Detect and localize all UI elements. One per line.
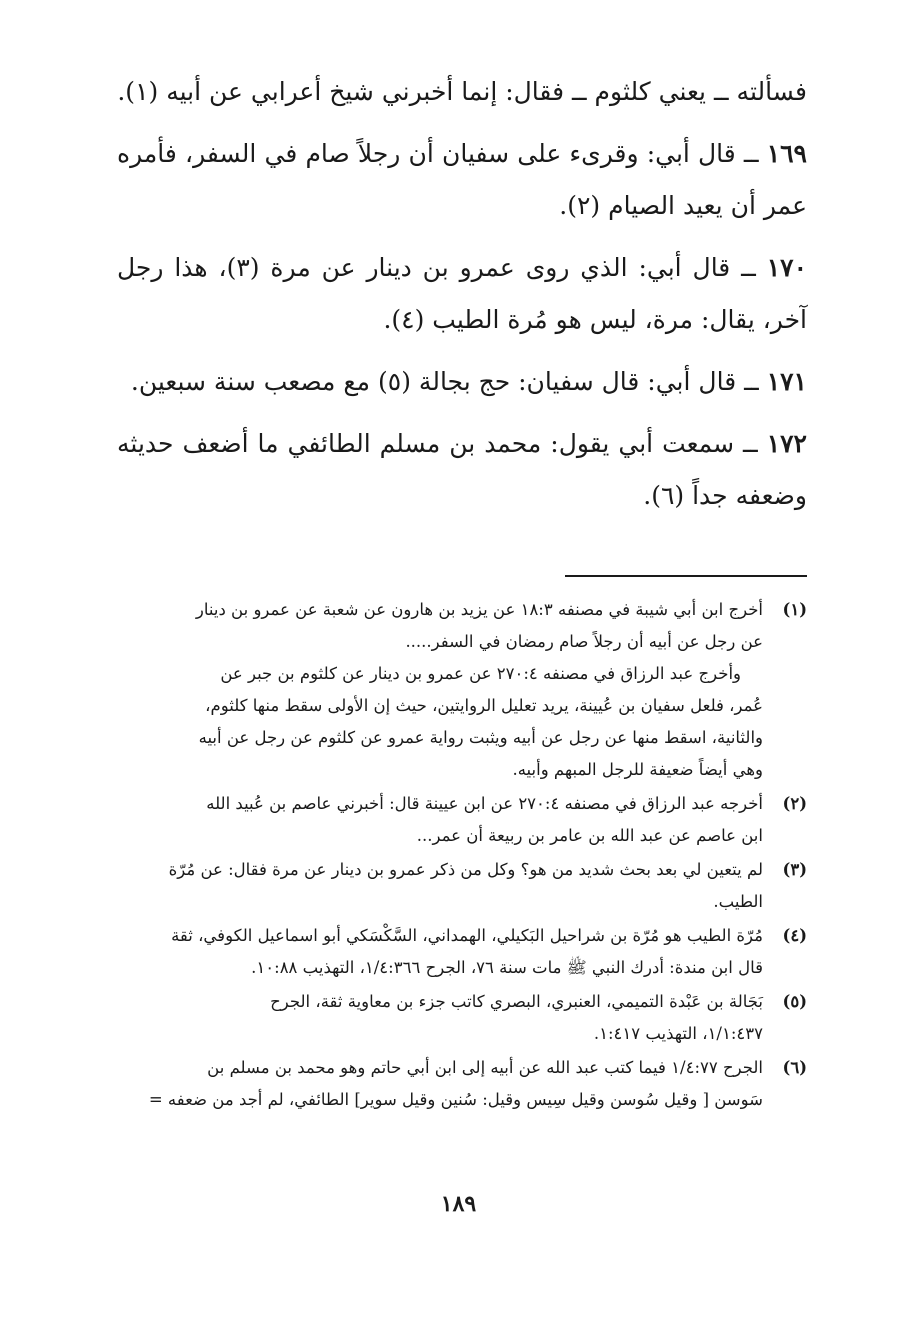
footnote-1: [117, 594, 807, 786]
paragraph-number: ١٧٢: [766, 429, 807, 458]
footnote-line: الجرح ١/٤:٧٧ فيما كتب عبد الله عن أبيه إلى ابن أبي حاتم وهو محمد بن مسلم بن: [207, 1058, 763, 1077]
paragraph-number: ١٧٠: [766, 253, 808, 282]
footnote-line: سَوسن [ وقيل سُوسن وقيل سِيس وقيل: سُنين وقيل سوير] الطائفي، لم أجد من ضعفه =: [148, 1090, 763, 1109]
footnote-line: عن رجل عن أبيه أن رجلاً صام رمضان في السفر.....: [405, 632, 763, 651]
page-number: ١٨٩: [440, 1191, 477, 1217]
paragraph-171: [117, 356, 807, 408]
footnote-body: [117, 594, 763, 786]
footnote-2: [117, 788, 807, 852]
footnote-line: ١/١:٤٣٧، التهذيب ١:٤١٧.: [593, 1024, 763, 1043]
footnote-number: (١): [782, 600, 807, 619]
footnote-line: مُرّة الطيب هو مُرّة بن شراحيل البَكيلي، الهمداني، السَّكْسَكي أبو اسماعيل الكوفي، ثقة: [171, 926, 763, 945]
paragraph-172: [117, 418, 807, 522]
paragraph-170: [117, 242, 807, 346]
footnote-line: قال ابن مندة: أدرك النبي ﷺ مات سنة ٧٦، الجرح ١/٤:٣٦٦، التهذيب ١٠:٨٨.: [251, 958, 763, 977]
footnote-3: [117, 854, 807, 918]
footnote-line: والثانية، اسقط منها عن رجل عن أبيه ويثبت رواية عمرو عن كلثوم عن رجل عن أبيه: [198, 728, 763, 747]
footnote-line: أخرج ابن أبي شيبة في مصنفه ١٨:٣ عن يزيد بن هارون عن شعبة عن عمرو بن دينار: [195, 600, 763, 619]
footnote-line: ابن عاصم عن عبد الله بن عامر بن ربيعة أن عمر...: [416, 826, 763, 845]
footnotes: [117, 594, 807, 1118]
footnote-4: [117, 920, 807, 984]
footnote-6: [117, 1052, 807, 1116]
footnote-number: (٤): [782, 926, 807, 945]
footnote-body: [117, 788, 763, 852]
footnote-line: بَجَالة بن عَبْدة التميمي، العنبري، البصري كاتب جزء بن معاوية ثقة، الجرح: [270, 992, 763, 1011]
paragraph-text: فسألته ــ يعني كلثوم ــ فقال: إنما أخبرني شيخ أعرابي عن أبيه (١).: [117, 77, 807, 106]
footnote-number: (٣): [782, 860, 807, 879]
footnote-line: وهي أيضاً ضعيفة للرجل المبهم وأبيه.: [512, 760, 763, 779]
footnote-line: لم يتعين لي بعد بحث شديد من هو؟ وكل من ذكر عمرو بن دينار عن مرة فقال: عن مُرّة: [168, 860, 763, 879]
paragraph-number: ١٦٩: [766, 139, 807, 168]
paragraph-169: [117, 128, 807, 232]
paragraph-text: ــ قال أبي: وقرىء على سفيان أن رجلاً صام في السفر، فأمره عمر أن يعيد الصيام (٢).: [117, 139, 807, 220]
footnote-line: وأخرج عبد الرزاق في مصنفه ٢٧٠:٤ عن عمرو بن دينار عن كلثوم بن جبر عن: [220, 664, 741, 683]
footnote-number: (٥): [782, 992, 807, 1011]
footnote-number: (٢): [782, 794, 807, 813]
footnote-line: عُمر، فلعل سفيان بن عُيينة، يريد تعليل الروايتين، حيث إن الأولى سقط منها كلثوم،: [205, 696, 763, 715]
footnote-5: [117, 986, 807, 1050]
paragraph-text: ــ قال أبي: قال سفيان: حج بجالة (٥) مع مصعب سنة سبعين.: [130, 367, 759, 396]
paragraph-text: ــ قال أبي: الذي روى عمرو بن دينار عن مرة (٣)، هذا رجل آخر، يقال: مرة، ليس هو مُرة الطيب (٤).: [117, 253, 807, 334]
footnote-line: الطيب.: [713, 892, 763, 911]
footnote-line: أخرجه عبد الرزاق في مصنفه ٢٧٠:٤ عن ابن عيينة قال: أخبرني عاصم بن عُبيد الله: [206, 794, 763, 813]
footnote-body: [117, 920, 763, 984]
footnote-body: [117, 1052, 763, 1116]
footnote-separator: [565, 575, 807, 577]
paragraph-number: ١٧١: [766, 367, 807, 396]
paragraph-text: ــ سمعت أبي يقول: محمد بن مسلم الطائفي ما أضعف حديثه وضعفه جداً (٦).: [117, 429, 807, 510]
main-text: [117, 66, 807, 532]
footnote-number: (٦): [782, 1058, 807, 1077]
paragraph-continuation: [117, 66, 807, 118]
footnote-body: [117, 986, 763, 1050]
footnote-body: [117, 854, 763, 918]
